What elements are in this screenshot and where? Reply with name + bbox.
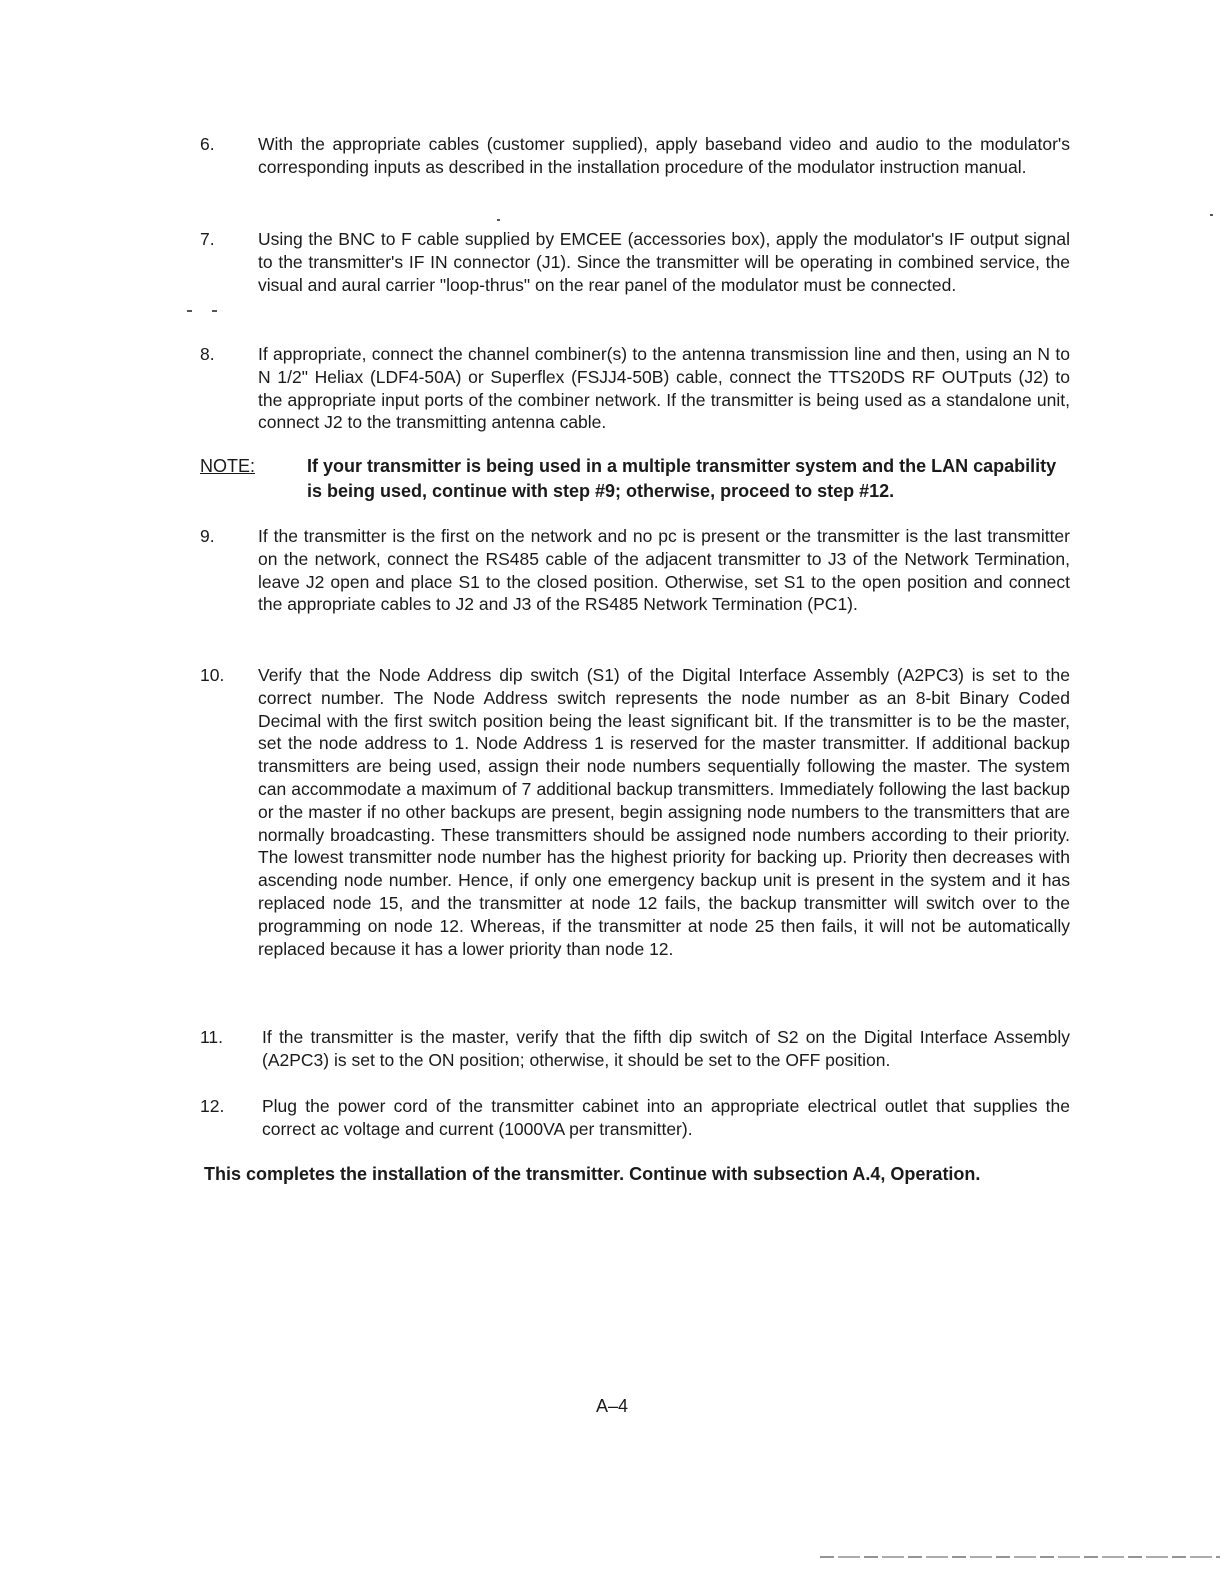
step-7 <box>200 228 1070 296</box>
note-block <box>200 454 1070 504</box>
step-number: 9. <box>200 526 215 546</box>
step-number: 11. <box>200 1027 224 1047</box>
scan-speck <box>497 219 500 221</box>
step-number: 10. <box>200 665 225 685</box>
step-text: Using the BNC to F cable supplied by EMCEE (accessories box), apply the modulator's IF output signal to the transmitter's IF IN connector (J1). Since the transmitter will be operating in combined service, the visual and aural carrier "loop-thrus" on the rear panel of the modulator must be connected. <box>258 229 1070 295</box>
scan-speck <box>187 310 192 312</box>
scan-speck <box>212 310 217 312</box>
note-text: If your transmitter is being used in a multiple transmitter system and the LAN capability is being used, continue with step #9; otherwise, proceed to step #12. <box>307 456 1057 501</box>
note-label: NOTE: <box>200 456 256 476</box>
step-number: 7. <box>200 229 215 249</box>
step-10 <box>200 664 1070 960</box>
step-8 <box>200 343 1070 434</box>
closing-statement: This completes the installation of the transmitter. Continue with subsection A.4, Operation. <box>204 1164 981 1184</box>
step-number: 12. <box>200 1096 225 1116</box>
step-text: Verify that the Node Address dip switch (S1) of the Digital Interface Assembly (A2PC3) is set to the correct number. The Node Address switch represents the node number as an 8-bit Binary Coded Decimal with the first switch position being the least significant bit. If the transmitter is to be the master, set the node address to 1. Node Address 1 is reserved for the master transmitter. If additional backup transmitters are being used, assign their node numbers sequentially following the master. The system can accommodate a maximum of 7 additional backup transmitters. Immediately following the last backup or the master if no other backups are present, begin assigning node numbers to the transmitters that are normally broadcasting. These transmitters should be assigned node numbers according to their priority. The lowest transmitter node number has the highest priority for backing up. Priority then decreases with ascending node number. Hence, if only one emergency backup unit is present in the system and it has replaced node 15, and the transmitter at node 12 fails, the backup transmitter will switch over to the programming on node 12. Whereas, if the transmitter at node 25 then fails, it will not be automatically replaced because it has a lower priority than node 12. <box>258 665 1070 959</box>
step-text: Plug the power cord of the transmitter cabinet into an appropriate electrical outlet that supplies the correct ac voltage and current (1000VA per transmitter). <box>262 1096 1070 1139</box>
step-number: 8. <box>200 344 215 364</box>
step-text: With the appropriate cables (customer supplied), apply baseband video and audio to the modulator's corresponding inputs as described in the installation procedure of the modulator instruction manual. <box>258 134 1070 177</box>
step-12 <box>200 1095 1070 1141</box>
step-text: If the transmitter is the first on the network and no pc is present or the transmitter is the last transmitter on the network, connect the RS485 cable of the adjacent transmitter to J3 of the Network Termination, leave J2 open and place S1 to the closed position. Otherwise, set S1 to the open position and connect the appropriate cables to J2 and J3 of the RS485 Network Termination (PC1). <box>258 526 1070 615</box>
scan-edge-line <box>820 1556 1220 1558</box>
step-text: If appropriate, connect the channel combiner(s) to the antenna transmission line and then, using an N to N 1/2" Heliax (LDF4-50A) or Superflex (FSJJ4-50B) cable, connect the TTS20DS RF OUTputs (J2) to the appropriate input ports of the combiner network. If the transmitter is being used as a standalone unit, connect J2 to the transmitting antenna cable. <box>258 344 1070 433</box>
step-6 <box>200 133 1070 179</box>
step-11 <box>200 1026 1070 1072</box>
step-9 <box>200 525 1070 616</box>
scan-speck <box>1210 214 1213 216</box>
step-number: 6. <box>200 134 215 154</box>
page-number: A–4 <box>595 1396 629 1416</box>
step-text: If the transmitter is the master, verify that the fifth dip switch of S2 on the Digital Interface Assembly (A2PC3) is set to the ON position; otherwise, it should be set to the OFF position. <box>262 1027 1070 1070</box>
